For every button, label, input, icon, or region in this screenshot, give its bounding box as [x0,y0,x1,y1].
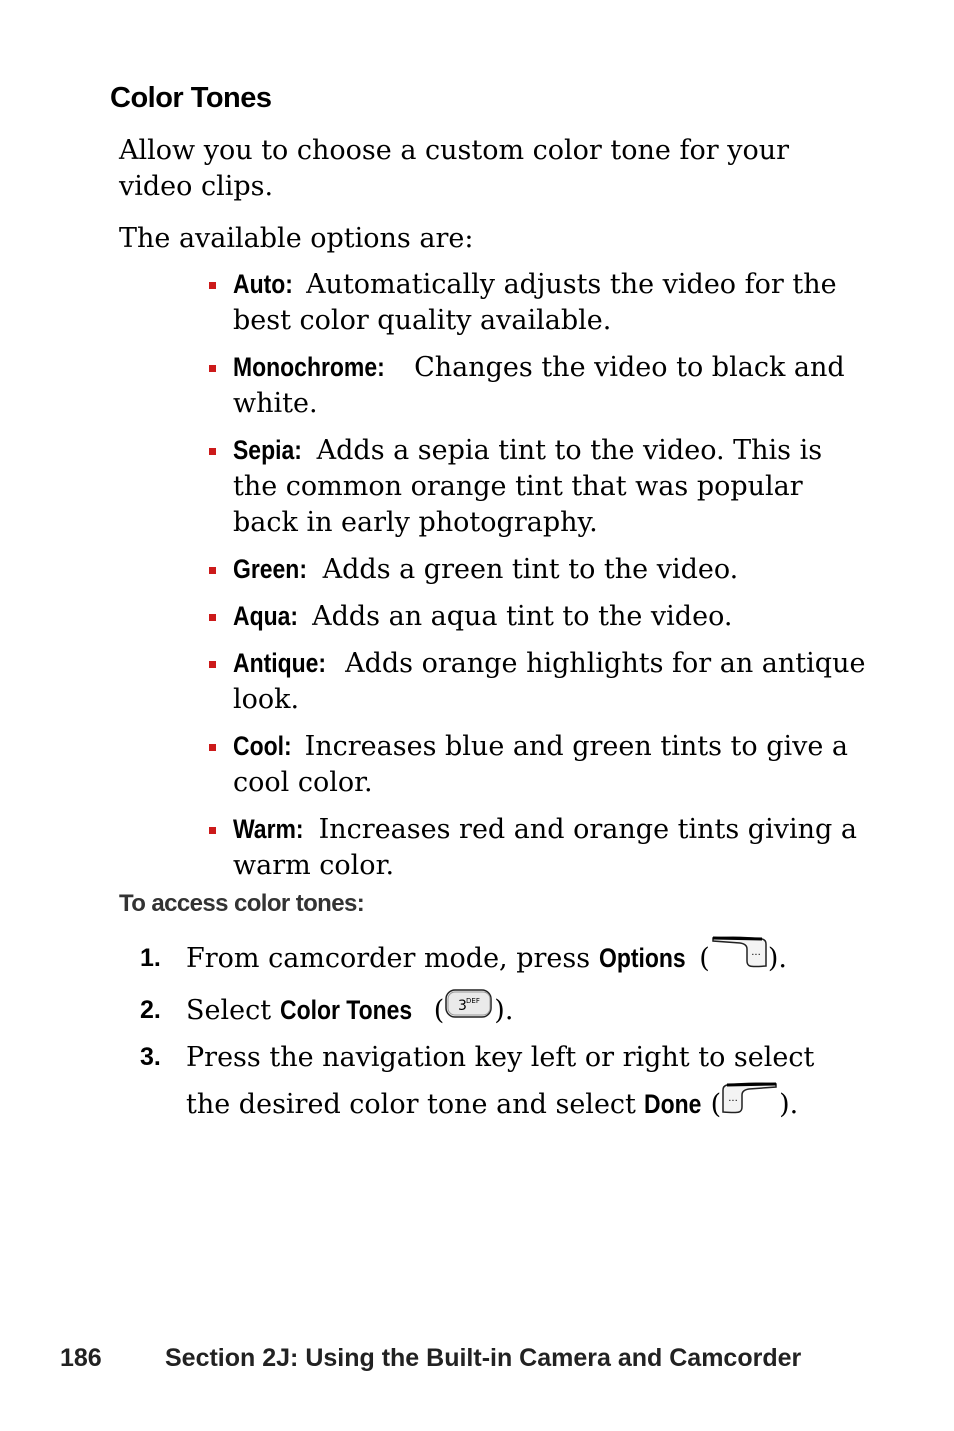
paren-open: ( [425,995,445,1026]
option-term: Auto: [233,269,293,299]
step-text: Select [186,995,280,1026]
paren-close: ). [494,995,514,1026]
step-text: Press the navigation key left or right to select the desired color tone and select [186,1042,815,1120]
step-number: 3. [140,1043,161,1071]
step-bold: Done [644,1089,702,1119]
section-title: Section 2J: Using the Built-in Camera and Camcorder [165,1344,802,1372]
page-number: 186 [60,1344,102,1372]
paren-close: ). [779,1089,799,1120]
step-bold: Options [598,943,686,973]
list-item [207,811,867,884]
bullet-icon [209,661,216,668]
step-number: 2. [140,996,161,1024]
option-desc: Adds an aqua tint to the video. [312,601,733,632]
key-letters: DEF [466,997,481,1005]
list-item [207,266,867,339]
step-bold: Color Tones [279,995,412,1025]
options-list [207,266,867,894]
list-item [207,349,867,422]
option-desc: Increases red and orange tints giving a warm color. [233,814,857,881]
step-text: From camcorder mode, press [186,943,599,974]
procedure-heading: To access color tones: [119,890,365,917]
list-item [207,551,867,588]
key-digit: 3 [458,998,468,1014]
option-desc: Adds a sepia tint to the video. This is the common orange tint that was popular back in early photography. [233,435,823,538]
paren-open: ( [690,943,710,974]
option-term: Antique: [233,648,327,678]
bullet-icon [209,448,216,455]
three-key-icon [444,988,494,1035]
intro-paragraph: Allow you to choose a custom color tone for your video clips. [119,135,790,202]
option-desc: Changes the video to black and white. [233,352,845,419]
option-term: Green: [233,554,307,584]
option-desc: Increases blue and green tints to give a cool color. [233,731,849,798]
step-3 [140,1034,860,1130]
option-term: Aqua: [233,601,299,631]
option-desc: Adds orange highlights for an antique look. [233,648,866,715]
bullet-icon [209,567,216,574]
step-1 [140,935,860,984]
option-term: Sepia: [233,435,302,465]
option-term: Monochrome: [233,352,385,382]
bullet-icon [209,282,216,289]
list-item [207,728,867,801]
bullet-icon [209,827,216,834]
list-item [207,432,867,541]
list-item [207,645,867,718]
svg-text:···: ··· [728,1096,738,1107]
svg-text:···: ··· [751,950,761,961]
page-title: Color Tones [110,82,272,114]
option-term: Warm: [233,814,304,844]
step-number: 1. [140,944,161,972]
option-desc: Automatically adjusts the video for the best color quality available. [233,269,837,336]
bullet-icon [209,744,216,751]
step-2 [140,987,860,1035]
paren-close: ). [767,943,787,974]
option-desc: Adds a green tint to the video. [322,554,739,585]
bullet-icon [209,614,216,621]
list-item [207,598,867,635]
option-term: Cool: [233,731,292,761]
bullet-icon [209,365,216,372]
left-softkey-icon [721,1081,779,1130]
paren-open: ( [701,1089,722,1120]
options-intro: The available options are: [119,223,474,254]
right-softkey-icon [710,935,768,984]
